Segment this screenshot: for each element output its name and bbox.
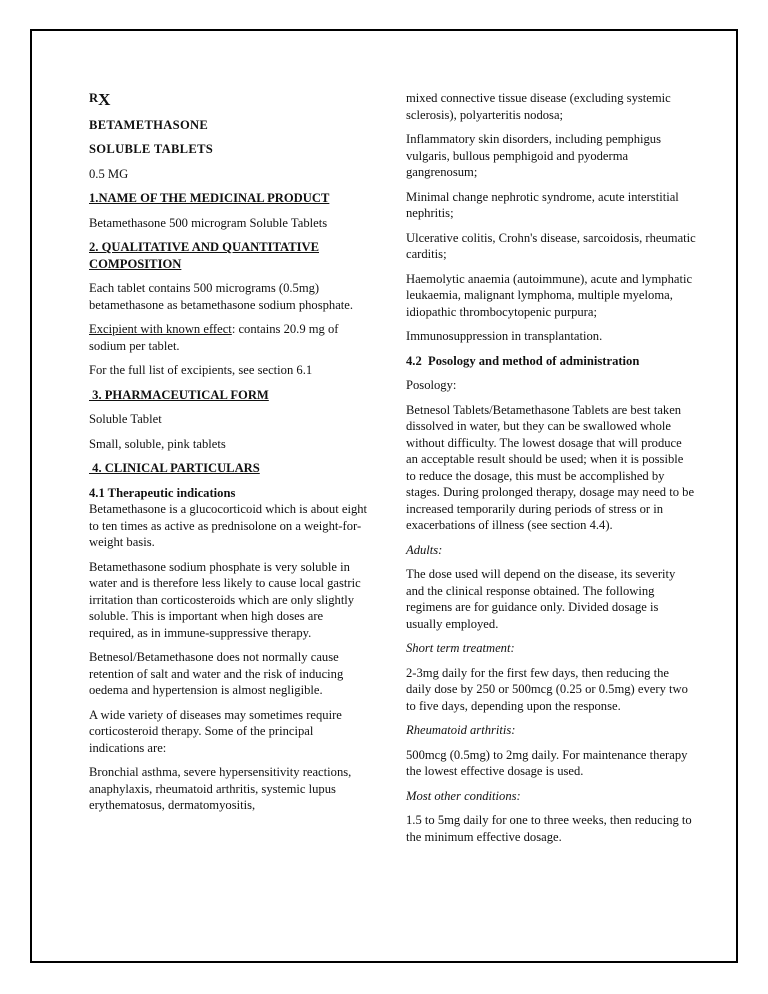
- section-3-heading: 3. PHARMACEUTICAL FORM: [89, 387, 269, 402]
- rheumatoid-label: Rheumatoid arthritis:: [406, 723, 516, 737]
- posology-label: Posology:: [406, 378, 457, 392]
- other-conditions-text: 1.5 to 5mg daily for one to three weeks, then reducing to the minimum effective dosage.: [406, 813, 692, 844]
- composition-text: Each tablet contains 500 micrograms (0.5mg) betamethasone as betamethasone sodium phosphate.: [89, 281, 354, 312]
- other-conditions-label: Most other conditions:: [406, 788, 521, 803]
- posology-text: Betnesol Tablets/Betamethasone Tablets are best taken dissolved in water, but they can be swallowed whole without difficulty. The lowest dosage that will produce an acceptable result should be used; when it is possible to reduce the dosage, this must be accomplished by stages. During prolonged therapy, dosage may need to be increased temporarily during periods of stress or in exacerbations of illness (see section 4.4).: [406, 402, 695, 532]
- form-type: Soluble Tablet: [89, 412, 162, 426]
- right-column: [406, 90, 696, 853]
- title-line-1: BETAMETHASONE: [89, 117, 209, 132]
- short-term-text: 2-3mg daily for the first few days, then reducing the daily dose by 250 or 500mcg (0.25 or 0.5mg) every two to five days, depending upon the response.: [406, 665, 688, 713]
- section-4-2-heading: 4.2 Posology and method of administration: [406, 353, 640, 368]
- form-description: Small, soluble, pink tablets: [89, 436, 226, 451]
- rx-symbol: $R_X$: [89, 90, 111, 109]
- right-para-6: Immunosuppression in transplantation.: [406, 329, 603, 343]
- indications-para-4: A wide variety of diseases may sometimes require corticosteroid therapy. Some of the principal indications are:: [89, 707, 342, 755]
- section-1-heading: 1.NAME OF THE MEDICINAL PRODUCT: [89, 191, 330, 205]
- right-para-5: Haemolytic anaemia (autoimmune), acute and lymphatic leukaemia, malignant lymphoma, multiple myeloma, idiopathic thrombocytopenic purpura;: [406, 271, 693, 319]
- indications-para-5: Bronchial asthma, severe hypersensitivity reactions, anaphylaxis, rheumatoid arthritis, systemic lupus erythematosus, dermatomyositis,: [89, 765, 352, 812]
- product-name: Betamethasone 500 microgram Soluble Tablets: [89, 215, 328, 230]
- adults-label: Adults:: [406, 542, 443, 557]
- short-term-label: Short term treatment:: [406, 641, 515, 655]
- indications-block: 4.1 Therapeutic indications Betamethasone is a glucocorticoid which is about eight to ten times as active as prednisolone on a weight-for-weight basis.: [89, 485, 368, 549]
- right-para-1: mixed connective tissue disease (excluding systemic sclerosis), polyarteritis nodosa;: [406, 91, 671, 122]
- excipient-text: Excipient with known effect: contains 20.9 mg of sodium per tablet.: [89, 322, 339, 353]
- right-para-3: Minimal change nephrotic syndrome, acute interstitial nephritis;: [406, 189, 679, 220]
- left-column: [89, 90, 371, 822]
- section-4-heading: 4. CLINICAL PARTICULARS: [89, 461, 260, 475]
- rheumatoid-text: 500mcg (0.5mg) to 2mg daily. For maintenance therapy the lowest effective dosage is used.: [406, 747, 688, 778]
- section-2-heading: 2. QUALITATIVE AND QUANTITATIVE COMPOSITION: [89, 240, 319, 271]
- adults-text: The dose used will depend on the disease, its severity and the clinical response obtained. The following regimens are for guidance only. Divided dosage is usually employed.: [406, 567, 676, 631]
- title-line-2: SOLUBLE TABLETS: [89, 142, 214, 156]
- indications-para-2: Betamethasone sodium phosphate is very soluble in water and is therefore less likely to cause local gastric irritation than corticosteroids which are only slightly soluble. This is important when high doses are required, as in immune-suppressive therapy.: [89, 559, 361, 640]
- strength: 0.5 MG: [89, 166, 129, 181]
- indications-para-3: Betnesol/Betamethasone does not normally cause retention of salt and water and the risk of inducing oedema and hypertension is almost negligible.: [89, 650, 344, 697]
- right-para-4: Ulcerative colitis, Crohn's disease, sarcoidosis, rheumatic carditis;: [406, 230, 696, 261]
- right-para-2: Inflammatory skin disorders, including pemphigus vulgaris, bullous pemphigoid and pyoderma gangrenosum;: [406, 132, 661, 179]
- excipient-list-ref: For the full list of excipients, see section 6.1: [89, 363, 313, 377]
